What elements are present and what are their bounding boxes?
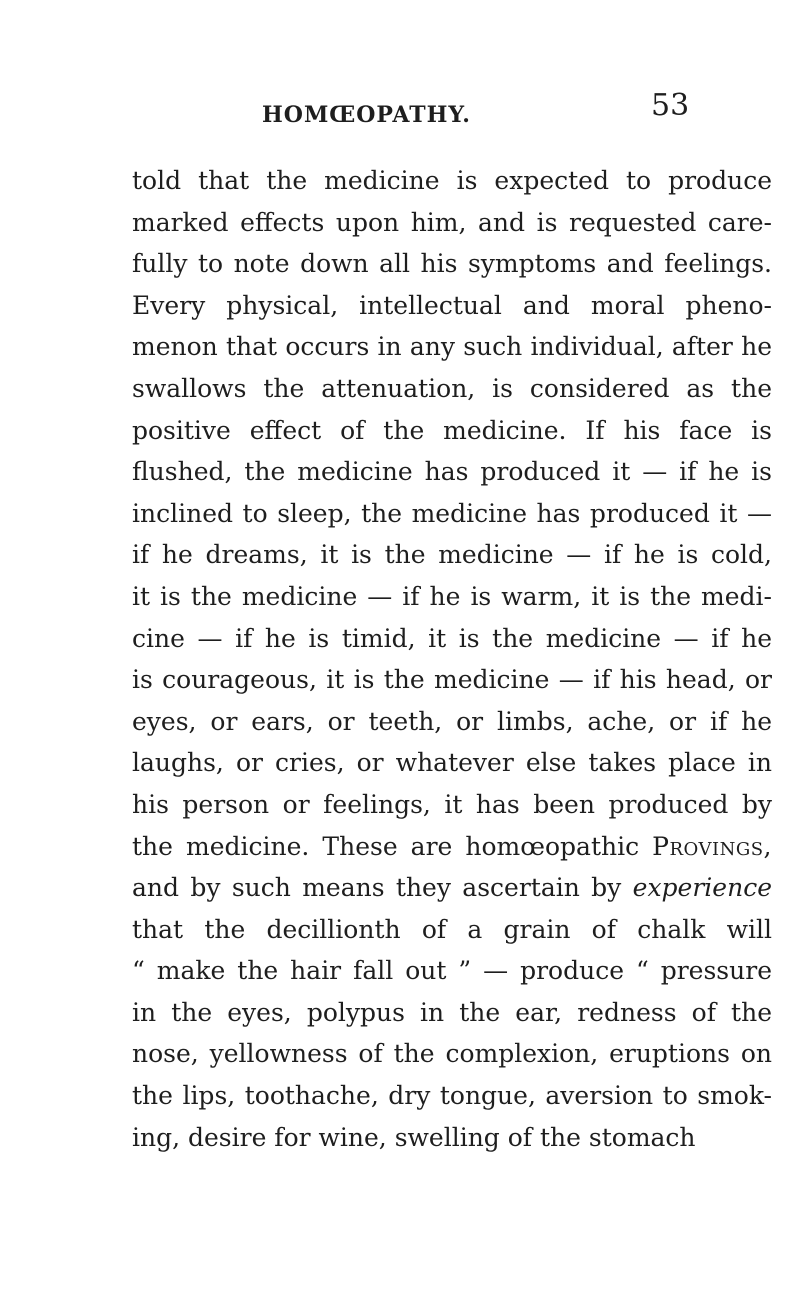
- text-line: that the decillionth of a grain of chalk will: [132, 914, 772, 944]
- smallcaps-provings: Provings,: [652, 831, 772, 861]
- text-line: cine — if he is timid, it is the medicine — if he: [132, 623, 772, 653]
- text-line: “ make the hair fall out ” — produce “ pressure: [132, 956, 772, 986]
- text-line: it is the medicine — if he is warm, it is the medi-: [132, 581, 772, 611]
- text-line: inclined to sleep, the medicine has produced it —: [132, 498, 772, 528]
- running-head: HOMŒOPATHY.: [262, 102, 471, 128]
- italic-experience: experience: [632, 873, 772, 903]
- text-line: nose, yellowness of the complexion, eruptions on: [132, 1039, 772, 1069]
- text-segment: and by such means they ascertain by: [132, 873, 633, 903]
- text-line: flushed, the medicine has produced it — if he is: [132, 457, 772, 487]
- text-line: Every physical, intellectual and moral pheno-: [132, 290, 772, 320]
- text-line: marked effects upon him, and is requested care-: [132, 207, 772, 237]
- text-line: his person or feelings, it has been produced by: [132, 789, 772, 819]
- text-line: the lips, toothache, dry tongue, aversion to smok-: [132, 1081, 772, 1111]
- text-line: fully to note down all his symptoms and feelings.: [132, 249, 772, 279]
- text-line-experience: [132, 867, 772, 909]
- text-line: told that the medicine is expected to produce: [132, 166, 772, 195]
- text-line: ing, desire for wine, swelling of the stomach: [132, 1122, 696, 1152]
- text-line: is courageous, it is the medicine — if his head, or: [132, 665, 772, 695]
- text-segment: the medicine. These are homœopathic: [132, 831, 653, 861]
- page-number: 53: [651, 88, 690, 123]
- text-line: laughs, or cries, or whatever else takes place in: [132, 748, 772, 778]
- body-text: [132, 160, 772, 1158]
- text-line: positive effect of the medicine. If his face is: [132, 415, 772, 445]
- text-line: menon that occurs in any such individual, after he: [132, 332, 772, 362]
- text-line: in the eyes, polypus in the ear, redness of the: [132, 997, 772, 1027]
- text-line: eyes, or ears, or teeth, or limbs, ache, or if he: [132, 706, 772, 736]
- text-line: if he dreams, it is the medicine — if he is cold,: [132, 540, 772, 570]
- text-line: swallows the attenuation, is considered as the: [132, 373, 772, 403]
- text-line-provings: [132, 826, 772, 868]
